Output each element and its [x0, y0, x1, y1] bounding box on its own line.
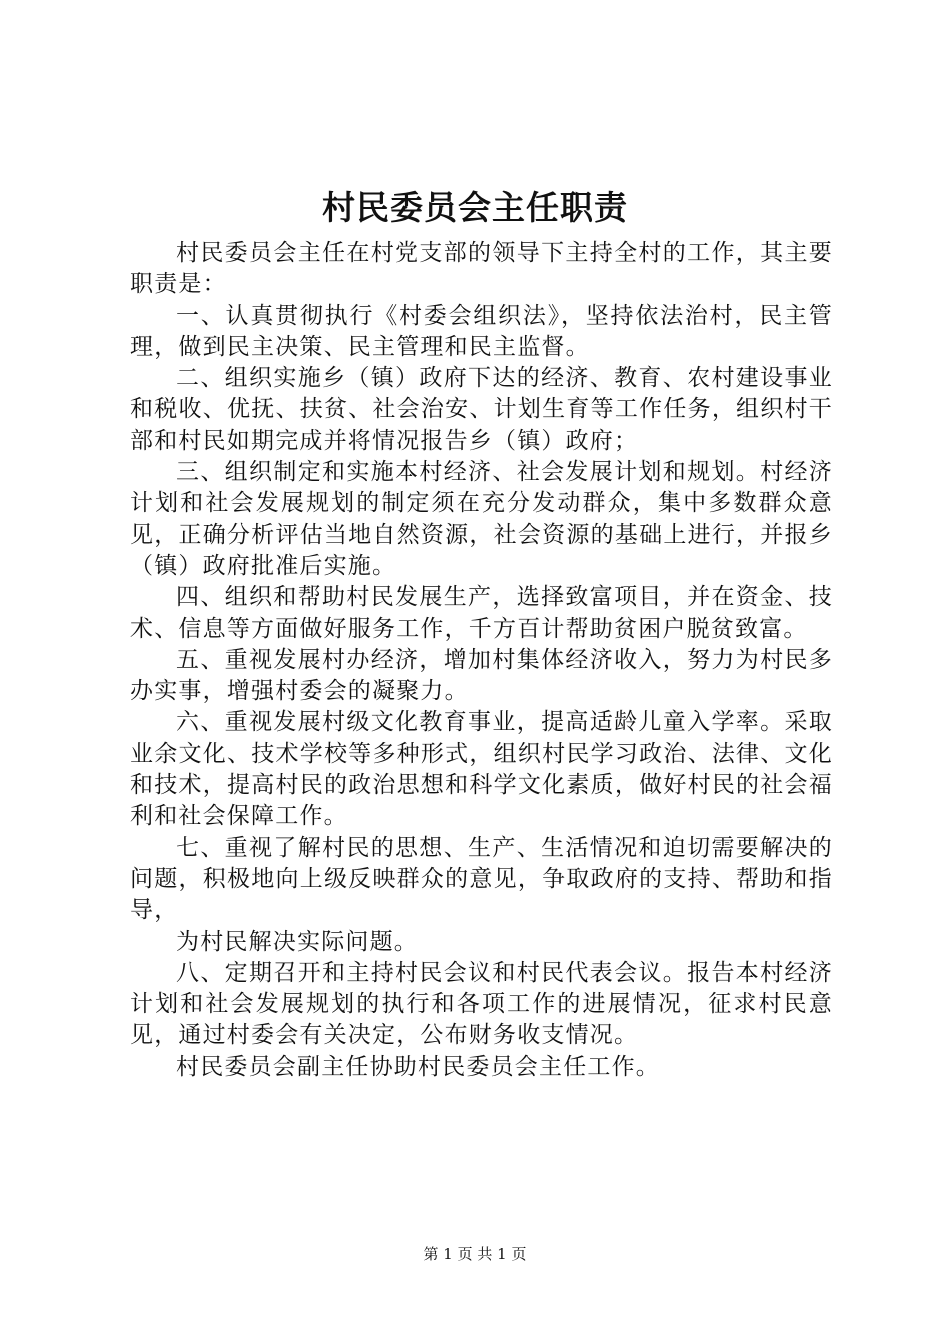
- paragraph-duty-1: 一、认真贯彻执行《村委会组织法》，坚持依法治村，民主管理，做到民主决策、民主管理和民主监督。: [130, 302, 833, 360]
- paragraph-intro: 村民委员会主任在村党支部的领导下主持全村的工作，其主要职责是：: [130, 240, 833, 298]
- page-footer: 第 1 页 共 1 页: [423, 1245, 527, 1263]
- paragraph-duty-2: 二、组织实施乡（镇）政府下达的经济、教育、农村建设事业和税收、优抚、扶贫、社会治安、计划生育等工作任务，组织村干部和村民如期完成并将情况报告乡（镇）政府；: [130, 365, 833, 454]
- paragraph-duty-5: 五、重视发展村办经济，增加村集体经济收入，努力为村民多办实事，增强村委会的凝聚力。: [130, 646, 833, 705]
- paragraph-duty-7-continued: 为村民解决实际问题。: [176, 928, 418, 955]
- paragraph-duty-6: 六、重视发展村级文化教育事业，提高适龄儿童入学率。采取业余文化、技术学校等多种形式，组织村民学习政治、法律、文化和技术，提高村民的政治思想和科学文化素质，做好村民的社会福利和社会保障工作。: [130, 709, 833, 830]
- paragraph-duty-3: 三、组织制定和实施本村经济、社会发展计划和规划。村经济计划和社会发展规划的制定须在充分发动群众，集中多数群众意见，正确分析评估当地自然资源，社会资源的基础上进行，并报乡（镇）政府批准后实施。: [130, 459, 833, 579]
- paragraph-duty-4: 四、组织和帮助村民发展生产，选择致富项目，并在资金、技术、信息等方面做好服务工作，千方百计帮助贫困户脱贫致富。: [130, 584, 833, 642]
- paragraph-duty-7: 七、重视了解村民的思想、生产、生活情况和迫切需要解决的问题，积极地向上级反映群众的意见，争取政府的支持、帮助和指导，: [130, 834, 833, 924]
- paragraph-duty-8: 八、定期召开和主持村民会议和村民代表会议。报告本村经济计划和社会发展规划的执行和各项工作的进展情况，征求村民意见，通过村委会有关决定，公布财务收支情况。: [130, 959, 833, 1049]
- document-body: [130, 238, 833, 1083]
- paragraph-vice-director: 村民委员会副主任协助村民委员会主任工作。: [176, 1053, 660, 1080]
- document-title: 村民委员会主任职责: [322, 188, 628, 227]
